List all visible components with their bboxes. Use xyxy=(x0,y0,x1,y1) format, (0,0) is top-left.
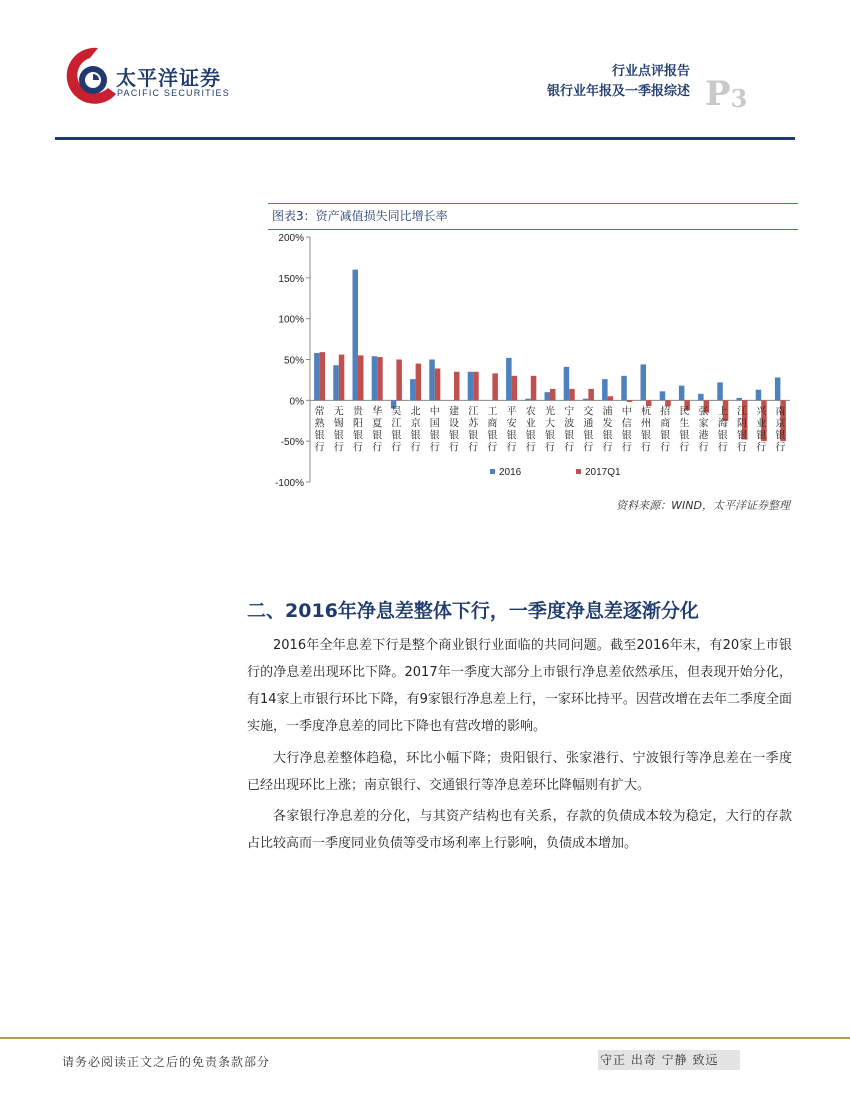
x-category-label: 华夏银行 xyxy=(372,406,383,454)
bar-2017q1-4 xyxy=(396,360,402,401)
figure-title: 图表3：资产减值损失同比增长率 xyxy=(272,209,448,223)
footer-disclaimer: 请务必阅读正文之后的免责条款部分 xyxy=(62,1055,271,1069)
bar-2016-14 xyxy=(583,399,589,401)
bar-2017q1-2 xyxy=(358,355,364,400)
bar-2017q1-12 xyxy=(550,389,556,400)
section-title: 二、2016年净息差整体下行，一季度净息差逐渐分化 xyxy=(247,600,699,622)
y-tick-label: 100% xyxy=(278,314,304,326)
x-category-label: 杭州银行 xyxy=(641,406,651,454)
bar-2017q1-18 xyxy=(665,400,671,406)
x-category-label: 兴业银行 xyxy=(756,406,767,454)
bar-2017q1-8 xyxy=(473,372,479,401)
footer-motto: 守正 出奇 宁静 致远 xyxy=(598,1050,740,1070)
bar-2016-3 xyxy=(372,356,378,400)
x-category-label: 招商银行 xyxy=(660,406,671,454)
legend-swatch-2016 xyxy=(490,469,495,474)
x-category-label: 江阴银行 xyxy=(737,406,747,454)
x-category-label: 中国银行 xyxy=(429,406,440,454)
x-category-label: 平安银行 xyxy=(506,406,517,454)
report-title: 银行业年报及一季报综述 xyxy=(546,84,690,99)
legend-label: 2017Q1 xyxy=(585,467,621,478)
bar-2017q1-13 xyxy=(569,389,575,400)
bar-2017q1-3 xyxy=(377,357,383,400)
x-category-label: 工商银行 xyxy=(487,406,498,454)
pacific-securities-logo-icon xyxy=(60,44,122,110)
paragraph-3: 各家银行净息差的分化，与其资产结构也有关系，存款的负债成本较为稳定，大行的存款占比较高而一季度同业负债等受市场利率上行影响，负债成本增加。 xyxy=(247,809,792,851)
page-digit: 3 xyxy=(730,84,748,113)
brand-name-cn: 太平洋证券 xyxy=(116,66,221,90)
bar-2016-20 xyxy=(698,394,704,401)
x-category-label: 宁波银行 xyxy=(564,406,575,454)
x-category-label: 中信银行 xyxy=(621,406,632,454)
bar-2017q1-1 xyxy=(339,355,345,401)
bar-2017q1-5 xyxy=(416,364,422,401)
bar-2016-22 xyxy=(737,398,743,400)
report-type: 行业点评报告 xyxy=(611,64,690,79)
bar-2016-11 xyxy=(525,399,531,401)
bar-2016-0 xyxy=(314,353,320,400)
bar-2016-17 xyxy=(641,364,647,400)
paragraph-2: 大行净息差整体趋稳，环比小幅下降；贵阳银行、张家港行、宁波银行等净息差在一季度已经出现环比上涨；南京银行、交通银行等净息差环比降幅则有扩大。 xyxy=(247,751,792,793)
x-category-label: 建设银行 xyxy=(449,406,459,454)
bar-2017q1-16 xyxy=(627,400,633,402)
bar-2017q1-11 xyxy=(531,376,537,401)
figure-source: 资料来源：WIND，太平洋证券整理 xyxy=(616,499,790,512)
page-letter: P xyxy=(705,74,731,114)
bar-2016-23 xyxy=(756,390,762,401)
y-tick-label: -50% xyxy=(280,437,304,449)
footer-divider xyxy=(0,1037,850,1039)
bar-2016-15 xyxy=(602,379,608,400)
legend-swatch-2017q1 xyxy=(576,469,581,474)
bar-2016-5 xyxy=(410,379,416,400)
bar-2016-6 xyxy=(429,360,435,401)
bar-2016-2 xyxy=(353,270,359,401)
bar-2016-8 xyxy=(468,372,474,401)
bar-2017q1-14 xyxy=(588,389,594,400)
bar-2017q1-9 xyxy=(492,373,498,400)
legend-label: 2016 xyxy=(499,467,522,478)
x-category-label: 民生银行 xyxy=(679,406,690,454)
bar-2016-21 xyxy=(717,382,723,400)
y-tick-label: 150% xyxy=(278,273,304,285)
bar-2016-16 xyxy=(621,376,627,401)
bar-2016-12 xyxy=(545,392,551,400)
y-tick-label: -100% xyxy=(275,478,304,489)
bar-2016-13 xyxy=(564,367,570,400)
y-tick-label: 50% xyxy=(283,355,304,367)
x-category-label: 江苏银行 xyxy=(468,406,479,454)
bar-2017q1-0 xyxy=(320,352,326,400)
bar-2017q1-6 xyxy=(435,368,441,400)
bar-2016-19 xyxy=(679,386,685,401)
x-category-label: 张家港行 xyxy=(698,406,709,454)
header-divider xyxy=(55,137,795,140)
bar-2017q1-17 xyxy=(646,400,652,406)
bar-2017q1-10 xyxy=(512,376,517,401)
x-category-label: 农业银行 xyxy=(525,406,536,454)
x-category-label: 北京银行 xyxy=(410,406,421,454)
x-category-label: 南京银行 xyxy=(775,406,786,454)
x-category-label: 光大银行 xyxy=(545,406,555,454)
brand-name-en: PACIFIC SECURITIES xyxy=(117,88,230,98)
x-category-label: 上海银行 xyxy=(717,406,728,454)
x-category-label: 浦发银行 xyxy=(602,406,613,454)
x-category-label: 吴江银行 xyxy=(391,406,402,454)
bar-2016-1 xyxy=(333,365,339,400)
bar-2016-24 xyxy=(775,377,781,400)
x-category-label: 贵阳银行 xyxy=(353,406,363,454)
y-tick-label: 0% xyxy=(289,396,304,408)
bar-2016-10 xyxy=(506,358,512,400)
bar-chart xyxy=(268,229,798,494)
paragraph-1: 2016年全年息差下行是整个商业银行业面临的共同问题。截至2016年末，有20家上市银行的净息差出现环比下降。2017年一季度大部分上市银行净息差依然承压，但表现开始分化，有14家上市银行环比下降，有9家银行净息差上行，一家环比持平。因营改增在去年二季度全面实施，一季度净息差的同比下降也有营改增的影响。 xyxy=(247,638,792,734)
x-category-label: 无锡银行 xyxy=(333,406,344,454)
x-category-label: 常熟银行 xyxy=(314,406,325,454)
bar-2017q1-15 xyxy=(608,396,614,400)
y-tick-label: 200% xyxy=(278,233,304,244)
figure-top-rule xyxy=(268,203,798,204)
page-number xyxy=(705,74,747,114)
x-category-label: 交通银行 xyxy=(583,406,594,454)
bar-2017q1-7 xyxy=(454,372,460,401)
bar-2016-18 xyxy=(660,391,666,400)
